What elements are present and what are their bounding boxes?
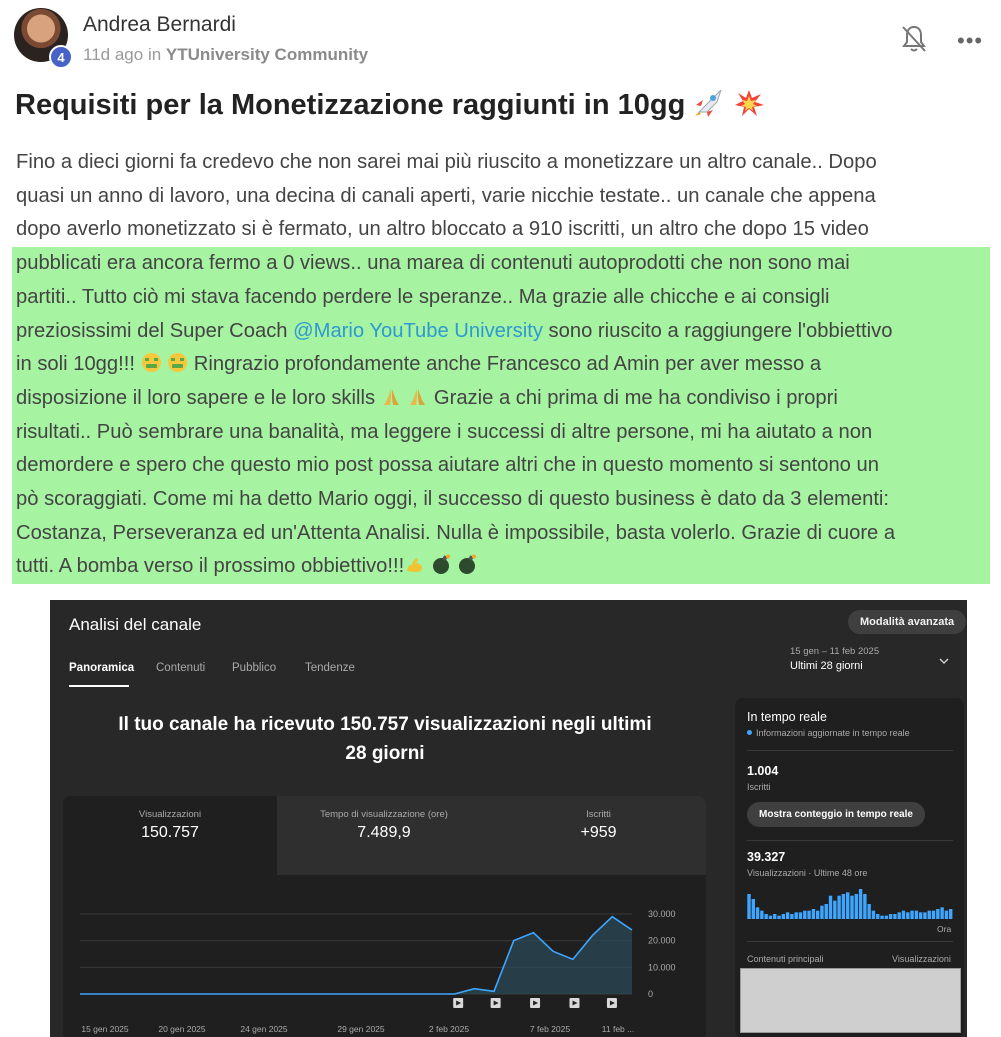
- divider: [747, 750, 953, 751]
- realtime-bar: [803, 911, 806, 919]
- bomb-emoji: [457, 554, 478, 575]
- realtime-bar: [833, 901, 836, 919]
- analytics-headline: [110, 710, 660, 768]
- realtime-bar: [816, 911, 819, 919]
- tab-overview[interactable]: Panoramica: [69, 662, 135, 674]
- folded-hands-emoji: [381, 386, 402, 407]
- show-live-count-button[interactable]: Mostra conteggio in tempo reale: [747, 802, 925, 827]
- realtime-bar: [885, 916, 888, 919]
- money-mouth-face-emoji: [167, 352, 188, 373]
- realtime-title: In tempo reale: [747, 710, 827, 724]
- metric-label: Iscritti: [586, 809, 611, 820]
- post-time: 11d ago: [83, 45, 144, 64]
- body-line: demordere e spero che questo mio post possa aiutare altri che in questo momento si sentono un: [16, 454, 879, 477]
- flexed-biceps-emoji: [404, 554, 425, 575]
- realtime-bar: [777, 916, 780, 919]
- body-line: [12, 382, 990, 416]
- highlighted-text: [12, 247, 990, 584]
- headline-line: 28 giorni: [345, 743, 425, 764]
- realtime-bar: [906, 912, 909, 919]
- tab-audience[interactable]: Pubblico: [232, 662, 277, 674]
- realtime-bar: [825, 904, 828, 919]
- body-text: in soli 10gg!!!: [16, 353, 141, 376]
- date-range: 15 gen – 11 feb 2025: [790, 646, 880, 657]
- realtime-subscribers-label: Iscritti: [747, 782, 771, 792]
- realtime-bar: [910, 911, 913, 919]
- active-tab-indicator: [69, 685, 129, 687]
- realtime-subtitle: [747, 728, 910, 738]
- community-link[interactable]: YTUniversity Community: [165, 45, 369, 64]
- realtime-bar: [889, 914, 892, 919]
- body-line: [12, 550, 990, 584]
- realtime-bar: [859, 889, 862, 919]
- body-line: dopo averlo monetizzato si è fermato, un altro bloccato a 910 iscritti, un altro che dopo 15 video: [16, 218, 869, 241]
- body-line: partiti.. Tutto ciò mi stava facendo perdere le speranze.. Ma grazie alle chicche e ai consigli: [16, 285, 830, 308]
- realtime-bar: [915, 911, 918, 919]
- analytics-title: Analisi del canale: [69, 615, 202, 634]
- realtime-bar: [919, 912, 922, 919]
- realtime-bar: [932, 911, 935, 919]
- realtime-views-label: Visualizzazioni · Ultime 48 ore: [747, 868, 868, 878]
- chart-y-tick: 20.000: [648, 935, 676, 946]
- bell-off-icon[interactable]: [900, 24, 928, 54]
- chevron-down-icon[interactable]: [939, 656, 949, 666]
- realtime-bar: [880, 916, 883, 919]
- chart-x-tick: 11 feb ...: [601, 1024, 635, 1034]
- divider: [747, 840, 953, 841]
- more-options-icon[interactable]: •••: [957, 28, 984, 53]
- realtime-bar: [837, 896, 840, 919]
- views-column-header: Visualizzazioni: [892, 954, 951, 964]
- realtime-bar: [807, 911, 810, 919]
- chart-x-tick: 7 feb 2025: [529, 1024, 571, 1034]
- realtime-bar: [949, 909, 952, 919]
- body-text: sono riuscito a raggiungere l'obbiettivo: [542, 319, 893, 342]
- realtime-bar: [786, 912, 789, 919]
- date-period-selector[interactable]: Ultimi 28 giorni: [790, 660, 863, 672]
- realtime-bar: [876, 914, 879, 919]
- realtime-bar: [842, 894, 845, 919]
- tab-trends[interactable]: Tendenze: [305, 662, 355, 674]
- body-line: risultati.. Può sembrare una banalità, ma leggere i successi di altre persone, mi ha aiutato a non: [16, 420, 873, 443]
- realtime-bar: [799, 912, 802, 919]
- collision-emoji: [733, 88, 765, 118]
- body-line: Costanza, Perseveranza ed un'Attenta Analisi. Nulla è impossibile, basta volerlo. Grazie di cuore a: [16, 521, 896, 544]
- bomb-emoji: [431, 554, 452, 575]
- body-line: [12, 315, 990, 349]
- realtime-bar: [940, 907, 943, 919]
- realtime-now-label: Ora: [937, 924, 952, 934]
- metric-label: Visualizzazioni: [138, 809, 202, 820]
- body-text: preziosissimi del Super Coach: [16, 319, 294, 342]
- chart-y-tick: 30.000: [648, 909, 676, 919]
- chart-y-tick: 0: [648, 989, 654, 999]
- realtime-subscribers-value: 1.004: [747, 764, 779, 778]
- realtime-bar: [945, 911, 948, 919]
- realtime-bar: [893, 914, 896, 919]
- body-text: tutti. A bomba verso il prossimo obbiettivo!!!: [16, 555, 405, 578]
- realtime-bar: [752, 899, 755, 919]
- realtime-bar: [769, 916, 772, 919]
- realtime-bar: [923, 912, 926, 919]
- realtime-bar: [898, 912, 901, 919]
- realtime-bar: [756, 907, 759, 919]
- body-text: Ringrazio profondamente anche Francesco ad Amin per aver messo a: [188, 353, 822, 376]
- top-content-header: Contenuti principali: [747, 954, 824, 964]
- money-mouth-face-emoji: [141, 352, 162, 373]
- realtime-bar: [867, 904, 870, 919]
- realtime-bar: [747, 894, 750, 919]
- realtime-bar: [764, 914, 767, 919]
- realtime-bar: [790, 914, 793, 919]
- realtime-bar: [812, 909, 815, 919]
- realtime-bar: [829, 896, 832, 919]
- post-meta-in: in: [147, 45, 162, 64]
- realtime-bar: [902, 911, 905, 919]
- realtime-bar: [795, 912, 798, 919]
- mention-link[interactable]: @Mario YouTube University: [293, 319, 543, 342]
- post-title: [15, 88, 765, 122]
- realtime-bar: [760, 911, 763, 919]
- realtime-bar: [855, 894, 858, 919]
- folded-hands-emoji: [407, 386, 428, 407]
- realtime-bar: [928, 911, 931, 919]
- channel-analytics-screenshot: [50, 600, 967, 1037]
- chart-x-tick: 29 gen 2025: [337, 1024, 385, 1034]
- post-title-text: Requisiti per la Monetizzazione raggiunti in 10gg: [15, 89, 686, 121]
- realtime-bar: [773, 914, 776, 919]
- realtime-bar: [820, 906, 823, 919]
- level-badge: 4: [49, 45, 73, 69]
- realtime-bar: [863, 894, 866, 919]
- chart-x-tick: 24 gen 2025: [240, 1024, 288, 1034]
- post-body: [12, 146, 990, 584]
- divider: [747, 941, 953, 942]
- metric-label: Tempo di visualizzazione (ore): [320, 809, 448, 820]
- tab-content[interactable]: Contenuti: [156, 662, 206, 674]
- realtime-bar: [850, 896, 853, 919]
- body-text: disposizione il loro sapere e le loro skills: [16, 386, 376, 409]
- realtime-bar: [782, 914, 785, 919]
- metrics-card: [63, 796, 706, 1037]
- body-line: Fino a dieci giorni fa credevo che non sarei mai più riuscito a monetizzare un altro canale.. Dopo: [16, 151, 877, 173]
- author-name[interactable]: Andrea Bernardi: [83, 13, 236, 36]
- metric-value: +959: [580, 824, 617, 841]
- body-line: [12, 348, 990, 382]
- top-content-thumbnail[interactable]: [740, 968, 961, 1033]
- realtime-views-value: 39.327: [747, 850, 786, 864]
- views-chart: [63, 796, 706, 1037]
- realtime-bar-chart: [747, 887, 953, 919]
- headline-line: Il tuo canale ha ricevuto 150.757 visualizzazioni negli ultimi: [118, 714, 652, 735]
- realtime-bar: [846, 892, 849, 919]
- post-meta: [83, 45, 368, 65]
- realtime-subtitle-text: Informazioni aggiornate in tempo reale: [756, 728, 910, 738]
- metric-value: 7.489,9: [357, 824, 411, 841]
- rocket-emoji: [693, 88, 725, 118]
- chart-y-tick: 10.000: [648, 962, 676, 973]
- chart-area-fill: [80, 917, 632, 994]
- metric-value: 150.757: [141, 824, 199, 841]
- chart-x-tick: 20 gen 2025: [158, 1024, 206, 1034]
- realtime-bar: [936, 909, 939, 919]
- chart-x-tick: 2 feb 2025: [428, 1024, 470, 1034]
- body-line: quasi un anno di lavoro, una decina di canali aperti, varie nicchie testate.. un canale che appena: [16, 184, 876, 207]
- chart-x-tick: 15 gen 2025: [81, 1024, 129, 1034]
- advanced-mode-button[interactable]: Modalità avanzata: [848, 610, 966, 634]
- body-text: Grazie a chi prima di me ha condiviso i propri: [428, 386, 838, 409]
- realtime-bar: [872, 911, 875, 919]
- body-line: pubblicati era ancora fermo a 0 views.. una marea di contenuti autoprodotti che non sono mai: [16, 252, 850, 275]
- body-line: pò scoraggiati. Come mi ha detto Mario oggi, il successo di questo business è dato da 3 elementi:: [16, 488, 890, 511]
- live-dot-icon: [747, 730, 752, 735]
- realtime-card: [735, 698, 964, 1037]
